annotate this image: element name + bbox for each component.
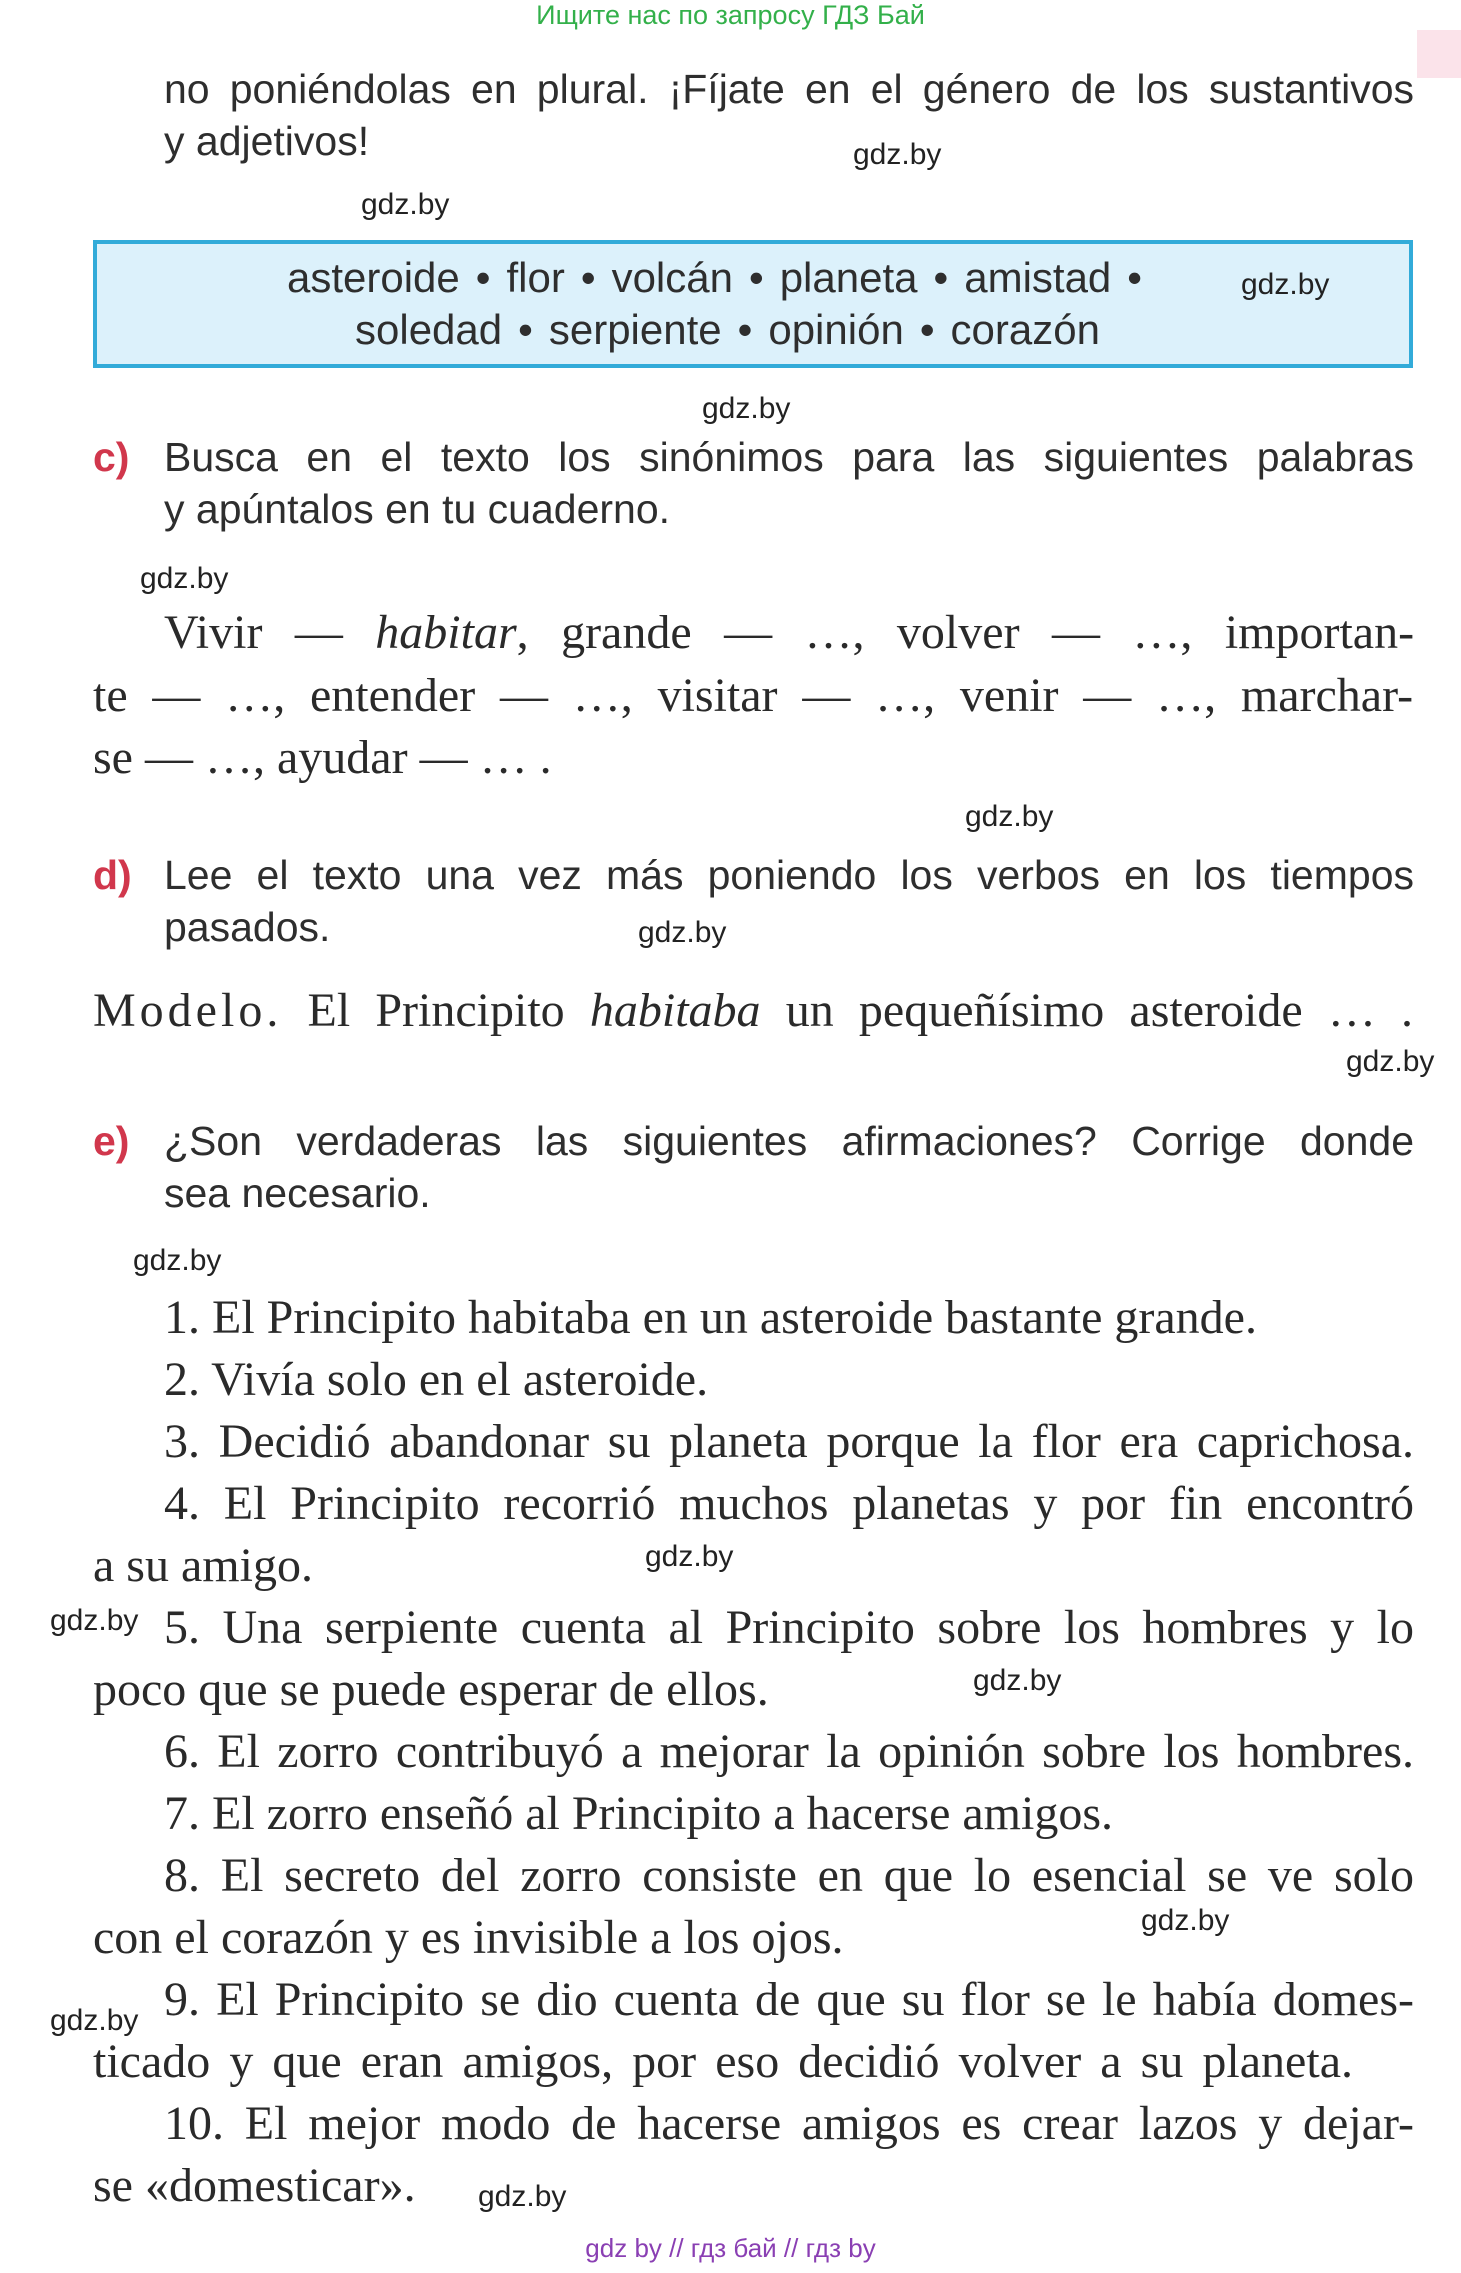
word-planeta: planeta xyxy=(779,254,918,301)
model-label: Modelo. xyxy=(93,984,283,1037)
watermark: gdz.by xyxy=(50,2004,139,2037)
bullet-separator: • xyxy=(518,306,533,353)
statement-5-line-2: poco que se puede esperar de ellos. xyxy=(93,1663,769,1716)
watermark: gdz.by xyxy=(478,2180,567,2213)
bottom-site-note: gdz by // гдз бай // гдз by xyxy=(585,2233,876,2263)
watermark: gdz.by xyxy=(1141,1904,1230,1937)
watermark: gdz.by xyxy=(133,1244,222,1277)
bullet-separator: • xyxy=(933,254,949,301)
statement-4-line-1: 4. El Principito recorrió muchos planetas y por fin encontró xyxy=(164,1477,1414,1530)
task-c-line-2: y apúntalos en tu cuaderno. xyxy=(164,486,671,532)
watermark: gdz.by xyxy=(1241,268,1330,301)
word-box-row-2 xyxy=(355,306,1100,354)
model-example: Modelo. El Principito habitaba un pequeñísimo asteroide … . xyxy=(93,984,1414,1037)
watermark: gdz.by xyxy=(361,188,450,221)
watermark: gdz.by xyxy=(973,1664,1062,1697)
watermark: gdz.by xyxy=(140,562,229,595)
intro-line-2: y adjetivos! xyxy=(164,118,370,164)
synonym-exercise-line-1: Vivir — habitar, grande — …, volver — …, importan- xyxy=(164,606,1415,659)
synonym-exercise-line-2: te — …, entender — …, visitar — …, venir — …, marchar- xyxy=(93,669,1414,722)
task-c-line-1: Busca en el texto los sinónimos para las siguientes palabras xyxy=(164,434,1414,480)
word-serpiente: serpiente xyxy=(548,306,722,353)
bullet-separator: • xyxy=(919,306,935,353)
word-box-row-1 xyxy=(287,254,1158,302)
bullet-separator: • xyxy=(580,254,596,301)
watermark: gdz.by xyxy=(853,138,942,171)
statement-10-line-2: se «domesticar». xyxy=(93,2159,416,2212)
page-corner-mark xyxy=(1417,30,1461,78)
bullet-separator: • xyxy=(737,306,753,353)
statement-1: 1. El Principito habitaba en un asteroide bastante grande. xyxy=(164,1291,1257,1344)
statement-5-line-1: 5. Una serpiente cuenta al Principito sobre los hombres y lo xyxy=(164,1601,1414,1654)
watermark: gdz.by xyxy=(702,392,791,425)
task-e-line-1: ¿Son verdaderas las siguientes afirmaciones? Corrige donde xyxy=(164,1118,1414,1164)
statement-9-line-2: ticado y que eran amigos, por eso decidió volver a su planeta. xyxy=(93,2035,1353,2088)
word-opinion: opinión xyxy=(768,306,904,353)
word-asteroide: asteroide xyxy=(287,254,460,301)
watermark: gdz.by xyxy=(638,916,727,949)
statement-2: 2. Vivía solo en el asteroide. xyxy=(164,1353,709,1406)
watermark: gdz.by xyxy=(50,1604,139,1637)
statement-8-line-1: 8. El secreto del zorro consiste en que lo esencial se ve solo xyxy=(164,1849,1414,1902)
word-flor: flor xyxy=(506,254,565,301)
task-e-label: e) xyxy=(93,1118,130,1164)
task-d-line-1: Lee el texto una vez más poniendo los verbos en los tiempos xyxy=(164,852,1414,898)
task-d-line-2: pasados. xyxy=(164,904,331,950)
word-soledad: soledad xyxy=(355,306,503,353)
bullet-separator: • xyxy=(1127,254,1142,301)
synonym-exercise-line-3: se — …, ayudar — … . xyxy=(93,731,552,784)
top-site-note: Ищите нас по запросу ГДЗ Бай xyxy=(536,0,925,30)
watermark: gdz.by xyxy=(965,800,1054,833)
statement-7: 7. El zorro enseñó al Principito a hacerse amigos. xyxy=(164,1787,1114,1840)
task-d-label: d) xyxy=(93,852,132,898)
intro-line-1: no poniéndolas en plural. ¡Fíjate en el género de los sustantivos xyxy=(164,66,1414,112)
statement-9-line-1: 9. El Principito se dio cuenta de que su flor se le había domes- xyxy=(164,1973,1414,2026)
bullet-separator: • xyxy=(475,254,491,301)
bullet-separator: • xyxy=(748,254,764,301)
word-amistad: amistad xyxy=(964,254,1112,301)
statement-10-line-1: 10. El mejor modo de hacerse amigos es crear lazos y dejar- xyxy=(164,2097,1414,2150)
task-c-label: c) xyxy=(93,434,130,480)
statement-3: 3. Decidió abandonar su planeta porque la flor era caprichosa. xyxy=(164,1415,1414,1468)
statement-6: 6. El zorro contribuyó a mejorar la opinión sobre los hombres. xyxy=(164,1725,1414,1778)
watermark: gdz.by xyxy=(1346,1045,1435,1078)
watermark: gdz.by xyxy=(645,1540,734,1573)
word-box xyxy=(93,240,1413,368)
statement-4-line-2: a su amigo. xyxy=(93,1539,313,1592)
word-corazon: corazón xyxy=(950,306,1100,353)
task-e-line-2: sea necesario. xyxy=(164,1170,431,1216)
statement-8-line-2: con el corazón y es invisible a los ojos. xyxy=(93,1911,844,1964)
word-volcan: volcán xyxy=(611,254,733,301)
